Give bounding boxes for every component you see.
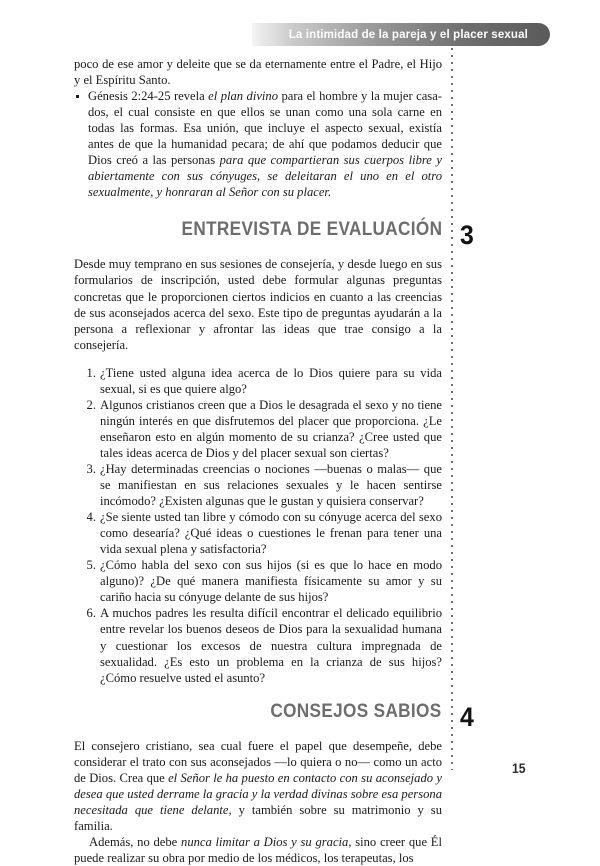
bullet-list bbox=[74, 88, 442, 200]
section-intro-paragraph: Desde muy temprano en sus sesiones de consejería, y desde luego en sus formularios de inscripción, usted debe formular algunas preguntas concretas que le proporcionen ciertos indicios en cuanto a las creencias de sus aconsejados acerca del sexo. Este tipo de preguntas ayudarán a la persona a reflexionar y afrontar las ideas que trae consigo a la consejería. bbox=[74, 257, 442, 352]
list-item bbox=[74, 605, 442, 685]
paragraph-text-run-italic: nunca limitar a Dios y su gracia bbox=[181, 834, 349, 849]
paragraph-text-run: , y también sobre su matrimonio y su familia. bbox=[74, 802, 442, 833]
paragraph-text-run: Además, no debe bbox=[89, 834, 182, 849]
paragraph-text-run: El consejero cristiano, sea cual fuere el papel que desempeñe, debe considerar el trato con sus aconsejados —lo quiera o no— como un acto de Dios. Crea que bbox=[74, 738, 442, 785]
list-item-number: 1. bbox=[86, 365, 96, 380]
list-item bbox=[74, 365, 442, 397]
list-item bbox=[74, 461, 442, 509]
running-header-title: La intimidad de la pareja y el placer sexual bbox=[288, 28, 528, 41]
list-item-text: ¿Tiene usted alguna idea acerca de lo Dios quiere para su vida sexual, si es que quiere algo? bbox=[100, 365, 442, 396]
continued-paragraph: poco de ese amor y deleite que se da eternamente entre el Padre, el Hijo y el Espíritu Santo. bbox=[74, 57, 442, 88]
paragraph-text-run-italic: el Señor le ha puesto en contacto con su aconsejado y desea que usted derrame la gracia y la verdad divinas sobre esa persona necesitada que tiene delante bbox=[74, 770, 442, 817]
list-item bbox=[74, 88, 442, 200]
list-item-text: ¿Hay determinadas creencias o nociones —buenas o malas— que se manifiestan en sus relaciones sexuales y le hacen sentirse incómodo? ¿Existen algunas que le gustan y quisiera conservar? bbox=[100, 461, 442, 509]
bullet-item-text bbox=[88, 89, 442, 199]
list-item-number: 5. bbox=[86, 558, 96, 573]
consejos-paragraph-1 bbox=[74, 738, 442, 834]
consejos-paragraph-2 bbox=[74, 834, 442, 866]
page-folio: 15 bbox=[512, 761, 526, 776]
paragraph-text-run: , sino creer que Él puede realizar su obra por medio de los médicos, los terapeutas, los bbox=[74, 834, 442, 865]
bullet-text-run-italic: para que compartieran sus cuerpos libre y abiertamente con sus cónyuges, se deleitaran el uno en el otro sexualmente, y honraran al Señor con su placer. bbox=[88, 153, 442, 200]
running-header-banner bbox=[252, 23, 550, 46]
bullet-text-run-italic: el plan divino bbox=[208, 89, 279, 104]
list-item bbox=[74, 557, 442, 605]
list-item-number: 3. bbox=[86, 461, 96, 476]
section-heading-label: CONSEJOS SABIOS bbox=[270, 699, 442, 722]
section-heading-label: ENTREVISTA DE EVALUACIÓN bbox=[181, 218, 442, 241]
text-column bbox=[74, 56, 474, 866]
bullet-dot-icon bbox=[76, 95, 79, 98]
section-heading-consejos-sabios bbox=[74, 699, 474, 732]
section-number-badge: 4 bbox=[460, 701, 474, 732]
section-heading-entrevista-de-evaluacion bbox=[74, 218, 474, 251]
list-item-number: 6. bbox=[86, 606, 96, 621]
list-item-text: ¿Se siente usted tan libre y cómodo con su cónyuge acerca del sexo como desearía? ¿Qué ideas o cuestiones le frenan para tener una vida sexual plena y satisfactoria? bbox=[100, 510, 442, 557]
list-item-text: ¿Cómo habla del sexo con sus hijos (si es que lo hace en modo alguno)? ¿De qué manera manifiesta físicamente su amor y su cariño hacia su cónyuge delante de sus hijos? bbox=[100, 558, 442, 605]
bullet-text-run: para el hombre y la mujer casa-dos, el cual consiste en que ellos se unan como una sola carne en todas las formas. Esa unión, que incluye el aspecto sexual, existía antes de que la humanidad pecara; de ahí que podamos deducir que Dios creó a las personas bbox=[88, 89, 442, 168]
list-item bbox=[74, 509, 442, 557]
list-item-text: Algunos cristianos creen que a Dios le desagrada el sexo y no tiene ningún interés en que disfrutemos del placer que proporciona. ¿Le enseñaron esto en algún momento de su crianza? ¿Cree usted que tales ideas acerca de Dios y del placer sexual son ciertas? bbox=[100, 397, 442, 460]
list-item-text: A muchos padres les resulta difícil encontrar el delicado equilibrio entre revelar los buenos deseos de Dios para la sexualidad humana y cuestionar los excesos de nuestra cultura impregnada de sexualidad. ¿Es esto un problema en la crianza de sus hijos? ¿Cómo resuelve usted el asunto? bbox=[100, 606, 442, 685]
list-item-number: 4. bbox=[86, 510, 96, 525]
list-item-number: 2. bbox=[86, 397, 96, 412]
bullet-text-run: Génesis 2:24-25 revela bbox=[88, 89, 209, 104]
section-number-badge: 3 bbox=[460, 220, 474, 251]
list-item bbox=[74, 397, 442, 461]
evaluation-question-list bbox=[74, 365, 442, 686]
margin-dotted-rule bbox=[451, 48, 453, 770]
